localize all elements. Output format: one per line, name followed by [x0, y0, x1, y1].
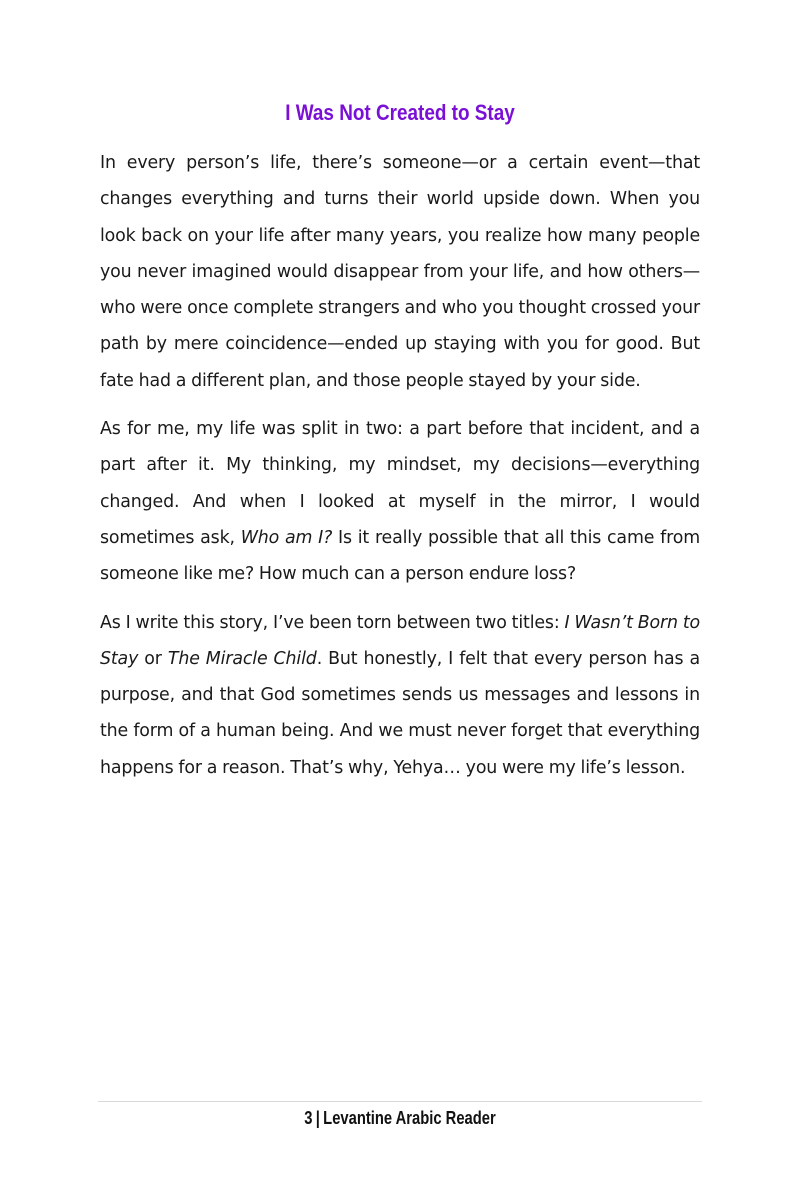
body-text — [100, 145, 700, 798]
paragraph-1 — [100, 145, 700, 399]
footer-divider — [98, 1101, 702, 1102]
page-title: I Was Not Created to Stay — [285, 100, 515, 125]
paragraph-3-text-c: . But honestly, I felt that every person has a purpose, and that God sometimes sends us messages and lessons in the form of a human being. And we must never forget that everything happens for a reason. That’s why, Yehya… you were my life’s lesson. — [100, 648, 701, 778]
paragraph-3-italic-title-2: The Miracle Child — [167, 648, 317, 669]
paragraph-2 — [100, 411, 700, 592]
page-footer — [72, 1104, 728, 1132]
paragraph-3-italic-title-1: I Wasn’t Born to Stay — [100, 612, 701, 669]
paragraph-2-italic: Who am I? — [240, 527, 333, 548]
paragraph-2-text-a: As for me, my life was split in two: a part before that incident, and a part after it. My thinking, my mindset, my decisions—everything changed. And when I looked at myself in the mirror, I would sometimes ask, — [100, 419, 700, 548]
page-number: 3 — [304, 1108, 313, 1128]
paragraph-2-text-b: Is it really possible that all this came from someone like me? How much can a person endure loss? — [100, 527, 700, 585]
paragraph-3-text-b: or — [138, 648, 168, 669]
footer-separator: | — [315, 1108, 320, 1128]
book-title: Levantine Arabic Reader — [323, 1108, 496, 1128]
paragraph-1-text: In every person’s life, there’s someone—or a certain event—that changes everything and turns their world upside down. When you look back on your life after many years, you realize how many people you never imagined would disappear from your life, and how others—who were once complete strangers and who you thought crossed your path by mere coincidence—ended up staying with you for good. But fate had a different plan, and those people stayed by your side. — [100, 153, 700, 391]
paragraph-3 — [100, 605, 700, 786]
paragraph-3-text-a: As I write this story, I’ve been torn between two titles: — [100, 612, 565, 633]
